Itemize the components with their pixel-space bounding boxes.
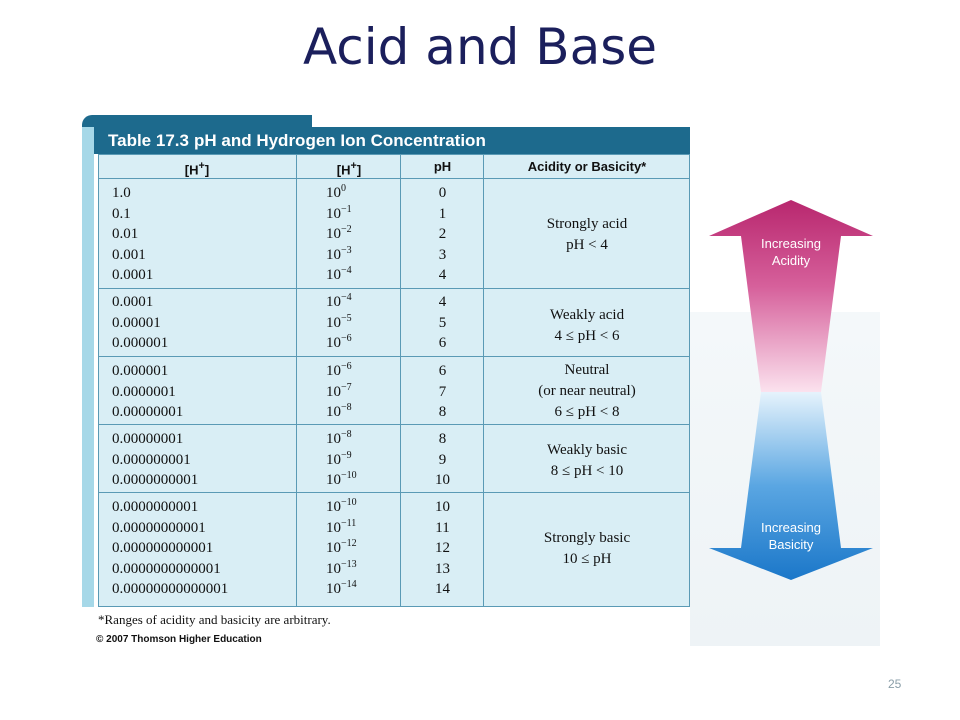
ph-value-cell: 5	[438, 314, 447, 331]
group-note: (or near neutral)	[538, 383, 636, 399]
ph-value-cell: 8	[438, 431, 447, 447]
h-power-cell	[326, 313, 352, 334]
ph-value-cell: 7	[438, 383, 447, 400]
h-concentration-cell: 0.00000000001	[112, 519, 206, 536]
power-exponent: −13	[341, 558, 357, 570]
h-power-cell	[326, 470, 357, 491]
h-concentration-cell: 0.0000000001	[112, 499, 199, 515]
header-h-power: [H+]	[336, 160, 362, 178]
group-divider	[98, 356, 690, 357]
h-power-cell	[326, 497, 357, 518]
group-range: 8 ≤ pH < 10	[550, 463, 624, 479]
h-concentration-cell: 1.0	[112, 185, 131, 201]
h-power-cell	[326, 579, 357, 600]
table-number: Table 17.3	[108, 131, 189, 150]
group-label: Neutral	[564, 362, 610, 378]
power-exponent: −4	[341, 265, 352, 277]
group-label: Strongly basic	[543, 530, 631, 546]
h-power-cell	[326, 333, 352, 354]
ph-value-cell: 4	[438, 294, 447, 310]
h-power-cell	[326, 204, 352, 225]
group-range: 10 ≤ pH	[562, 551, 612, 567]
group-label: Strongly acid	[546, 216, 628, 232]
power-base: 10	[326, 383, 341, 400]
power-exponent: −6	[341, 333, 352, 345]
power-base: 10	[326, 451, 341, 468]
power-base: 10	[326, 472, 341, 489]
power-base: 10	[326, 267, 341, 284]
arrow-base-label-1: Increasing	[761, 520, 821, 535]
h-concentration-cell: 0.000000001	[112, 451, 191, 468]
power-base: 10	[326, 499, 341, 515]
power-base: 10	[326, 314, 341, 331]
h-concentration-cell: 0.0000000000001	[112, 560, 221, 577]
h-power-cell	[326, 265, 352, 286]
power-exponent: −8	[341, 402, 352, 414]
power-base: 10	[326, 205, 341, 222]
power-exponent: −5	[341, 312, 352, 324]
ph-value-cell: 10	[435, 499, 450, 515]
power-exponent: −10	[341, 497, 357, 508]
header-divider	[98, 178, 690, 179]
caption-tab	[82, 115, 312, 127]
group-divider	[98, 492, 690, 493]
group-label: Weakly basic	[546, 442, 627, 458]
acid-arrow-up-icon	[709, 200, 873, 392]
h-power-cell	[326, 518, 356, 539]
h-power-cell	[326, 361, 352, 382]
group-neutral	[485, 360, 689, 423]
ph-value-cell: 12	[435, 540, 450, 557]
power-exponent: −7	[341, 381, 352, 393]
power-base: 10	[326, 185, 341, 201]
table-caption: pH and Hydrogen Ion Concentration	[194, 131, 486, 150]
acidity-basicity-arrow	[705, 198, 877, 582]
h-concentration-cell: 0.000000000001	[112, 540, 214, 557]
h-concentration-cell: 0.01	[112, 226, 139, 243]
header-ph: pH	[433, 159, 452, 174]
power-base: 10	[326, 560, 341, 577]
group-label: Weakly acid	[549, 307, 625, 323]
h-power-cell	[326, 183, 346, 204]
power-base: 10	[326, 404, 341, 421]
power-exponent: −6	[341, 361, 352, 372]
power-base: 10	[326, 226, 341, 243]
table-footnote: *Ranges of acidity and basicity are arbitrary.	[98, 612, 331, 627]
h-power-cell	[326, 382, 352, 403]
group-weakly-acid	[485, 305, 689, 347]
h-power-cell	[326, 224, 352, 245]
power-exponent: −4	[341, 292, 352, 303]
ph-value-cell: 10	[435, 472, 450, 489]
ph-value-cell: 6	[438, 335, 447, 352]
header-h-conc-plus: +	[198, 160, 205, 172]
ph-value-cell: 14	[435, 581, 450, 598]
h-power-cell	[326, 538, 357, 559]
h-power-cell	[326, 292, 352, 313]
arrow-acid-label-2: Acidity	[771, 253, 811, 268]
h-power-cell	[326, 559, 357, 580]
h-concentration-cell: 0.0000000001	[112, 472, 199, 489]
group-strongly-basic	[485, 528, 689, 570]
column-divider	[296, 154, 297, 607]
h-power-cell	[326, 245, 352, 266]
h-concentration-cell: 0.00000000000001	[112, 581, 229, 598]
h-concentration-cell: 0.00000001	[112, 404, 184, 421]
arrow-base-label-2: Basicity	[768, 537, 814, 552]
h-concentration-cell: 0.000001	[112, 335, 169, 352]
h-concentration-cell: 0.001	[112, 246, 146, 263]
arrow-acid-label-1: Increasing	[761, 236, 821, 251]
power-exponent: 0	[341, 183, 346, 194]
h-concentration-cell: 0.00000001	[112, 431, 184, 447]
power-exponent: −3	[341, 244, 352, 256]
ph-value-cell: 11	[435, 519, 450, 536]
group-strongly-acid	[485, 214, 689, 256]
group-divider	[98, 424, 690, 425]
h-concentration-cell: 0.1	[112, 205, 131, 222]
power-base: 10	[326, 431, 341, 447]
ph-value-cell: 0	[438, 185, 447, 201]
ph-value-cell: 3	[438, 246, 447, 263]
power-base: 10	[326, 581, 341, 598]
power-base: 10	[326, 246, 341, 263]
header-h-power-plus: +	[350, 160, 357, 172]
ph-value-cell: 13	[435, 560, 450, 577]
power-base: 10	[326, 294, 341, 310]
h-concentration-cell: 0.0001	[112, 294, 154, 310]
copyright-notice: © 2007 Thomson Higher Education	[96, 634, 262, 645]
slide-title: Acid and Base	[302, 18, 658, 76]
h-power-cell	[326, 450, 352, 471]
caption-left-strip	[82, 127, 94, 607]
power-exponent: −14	[341, 579, 357, 591]
header-h-conc: [H+]	[184, 160, 210, 178]
page-number: 25	[888, 677, 902, 691]
power-exponent: −1	[341, 203, 352, 215]
power-exponent: −10	[341, 470, 357, 482]
group-range: 4 ≤ pH < 6	[554, 328, 620, 344]
power-exponent: −9	[341, 449, 352, 461]
power-exponent: −11	[341, 517, 357, 529]
power-exponent: −8	[341, 429, 352, 440]
group-weakly-basic	[485, 440, 689, 482]
h-power-cell	[326, 429, 352, 450]
power-base: 10	[326, 540, 341, 557]
power-exponent: −2	[341, 224, 352, 236]
power-base: 10	[326, 335, 341, 352]
h-power-cell	[326, 402, 352, 423]
ph-value-cell: 1	[438, 205, 447, 222]
header-acidity: Acidity or Basicity*	[527, 159, 647, 174]
h-concentration-cell: 0.0000001	[112, 383, 176, 400]
ph-value-cell: 8	[438, 404, 447, 421]
group-range: 6 ≤ pH < 8	[554, 404, 620, 420]
power-base: 10	[326, 363, 341, 379]
ph-value-cell: 2	[438, 226, 447, 243]
group-divider	[98, 288, 690, 289]
power-base: 10	[326, 519, 341, 536]
ph-value-cell: 9	[438, 451, 447, 468]
h-concentration-cell: 0.000001	[112, 363, 169, 379]
h-concentration-cell: 0.0001	[112, 267, 154, 284]
ph-value-cell: 6	[438, 363, 447, 379]
ph-value-cell: 4	[438, 267, 447, 284]
power-exponent: −12	[341, 538, 357, 550]
group-range: pH < 4	[566, 237, 608, 253]
h-concentration-cell: 0.00001	[112, 314, 161, 331]
